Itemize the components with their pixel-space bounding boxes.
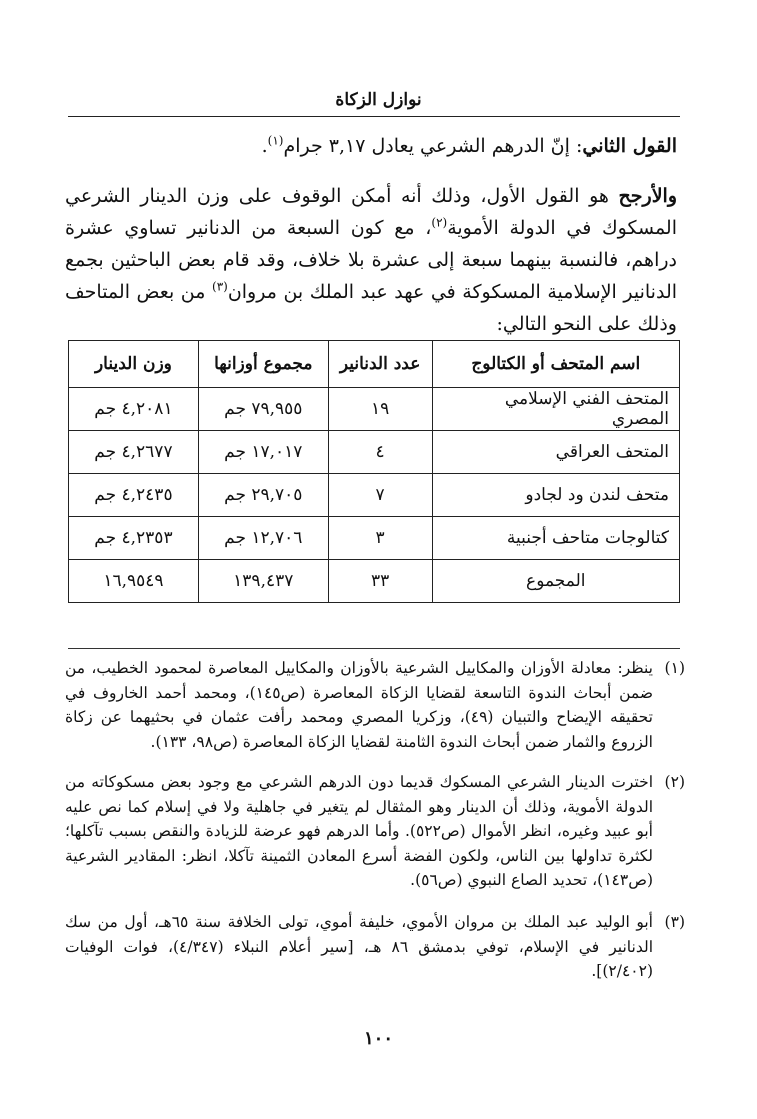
- footnote-number: (١): [664, 659, 685, 677]
- cell-dinar-weight: ٤,٢٤٣٥ جم: [69, 474, 199, 517]
- paragraph-text: ، مع كون السبعة من الدنانير تساوي عشرة دراهم، فالنسبة بينهما سبعة إلى عشرة بلا خلاف، وقد قام بعض الباحثين بجمع الدنانير الإسلامية المسكوكة في عهد عبد الملك بن مروان: [65, 217, 678, 303]
- paragraph-preferred-opinion: [65, 180, 677, 340]
- footnote-text: ينظر: معادلة الأوزان والمكاييل الشرعية بالأوزان والمكاييل المعاصرة لمحمود الخطيب، من ضمن أبحاث الندوة التاسعة لقضايا الزكاة المعاصرة (ص١٤٥)، ومحمد أحمد الخاروف في تحقيقه الإيضاح والتبيان (٤٩)، وزكريا المصري ومحمد رأفت عثمان في بحثيهما عن زكاة الزروع والثمار ضمن أبحاث الندوة الثامنة لقضايا الزكاة المعاصرة (ص٩٨، ١٣٣).: [65, 659, 653, 751]
- footnote-number: (٢): [664, 773, 685, 791]
- cell-total-weight: ١٢,٧٠٦ جم: [198, 517, 328, 560]
- cell-total-weight: ٧٩,٩٥٥ جم: [198, 388, 328, 431]
- table-row: [69, 431, 680, 474]
- cell-total-label: المجموع: [432, 560, 679, 603]
- table-total-row: [69, 560, 680, 603]
- footnote: [65, 770, 685, 893]
- cell-museum: متحف لندن ود لجادو: [432, 474, 679, 517]
- cell-museum: المتحف الفني الإسلامي المصري: [432, 388, 679, 431]
- table-row: [69, 388, 680, 431]
- paragraph-text: هو القول الأول، وذلك أنه أمكن الوقوف على وزن الدينار الشرعي المسكوك في الدولة الأموية: [65, 185, 677, 239]
- header-total-weight: مجموع أوزانها: [198, 341, 328, 388]
- footnote-text: اخترت الدينار الشرعي المسكوك قديما دون الدرهم الشرعي مع وجود بعض مسكوكاته من الدولة الأموية، وذلك أن الدينار وهو المثقال لم يتغير في جاهلية ولا في إسلام كما نص عليه أبو عبيد وغيره، انظر الأموال (ص٥٢٢). وأما الدرهم فهو عرضة للزيادة والنقص بسبب تآكلها؛ لكثرة تداولها بين الناس، ولكون الفضة أسرع المعادن الثمينة تآكلا، انظر: المقادير الشرعية (ص١٤٣)، تحديد الصاع النبوي (ص٥٦).: [65, 773, 653, 889]
- footnote-divider: [68, 648, 680, 649]
- page-number: ١٠٠: [363, 1028, 393, 1049]
- cell-total-weight: ٢٩,٧٠٥ جم: [198, 474, 328, 517]
- cell-dinar-weight: ٤,٢٦٧٧ جم: [69, 431, 199, 474]
- cell-count: ١٩: [328, 388, 432, 431]
- table-row: [69, 474, 680, 517]
- cell-count: ٤: [328, 431, 432, 474]
- running-header: نوازل الزكاة: [335, 90, 422, 110]
- lead-term: والأرجح: [618, 185, 677, 207]
- footnote-text: أبو الوليد عبد الملك بن مروان الأموي، خليفة أموي، تولى الخلافة سنة ٦٥هـ، أول من سك الدنانير في الإسلام، توفي بدمشق ٨٦ هـ، [سير أعلام النبلاء (٤/٣٤٧)، فوات الوفيات (٢/٤٠٢)].: [65, 913, 653, 980]
- lead-term: القول الثاني: [582, 135, 677, 157]
- footnote-ref[interactable]: (٣): [212, 279, 228, 294]
- footnote: [65, 656, 685, 754]
- cell-museum: كتالوجات متاحف أجنبية: [432, 517, 679, 560]
- cell-dinar-weight: ١٦,٩٥٤٩: [69, 560, 199, 603]
- paragraph-text: : إنّ الدرهم الشرعي يعادل ٣,١٧ جرام: [283, 135, 583, 157]
- dinar-weights-table: [68, 340, 680, 603]
- footnote-number: (٣): [664, 913, 685, 931]
- footnote-ref[interactable]: (٢): [431, 215, 448, 230]
- header-museum: اسم المتحف أو الكتالوج: [432, 341, 679, 388]
- cell-count: ٣: [328, 517, 432, 560]
- table-row: [69, 517, 680, 560]
- cell-dinar-weight: ٤,٢٠٨١ جم: [69, 388, 199, 431]
- paragraph-text: من بعض المتاحف وذلك على النحو التالي:: [65, 281, 677, 335]
- header-dinar-weight: وزن الدينار: [69, 341, 199, 388]
- header-count: عدد الدنانير: [328, 341, 432, 388]
- cell-count: ٣٣: [328, 560, 432, 603]
- table-header-row: [69, 341, 680, 388]
- cell-dinar-weight: ٤,٢٣٥٣ جم: [69, 517, 199, 560]
- paragraph-end: .: [261, 135, 268, 157]
- cell-total-weight: ١٣٩,٤٣٧: [198, 560, 328, 603]
- footnote-ref[interactable]: (١): [267, 133, 284, 148]
- paragraph-second-opinion: [65, 130, 677, 162]
- cell-museum: المتحف العراقي: [432, 431, 679, 474]
- footnote: [65, 910, 685, 984]
- cell-count: ٧: [328, 474, 432, 517]
- cell-total-weight: ١٧,٠١٧ جم: [198, 431, 328, 474]
- header-divider: [68, 116, 680, 117]
